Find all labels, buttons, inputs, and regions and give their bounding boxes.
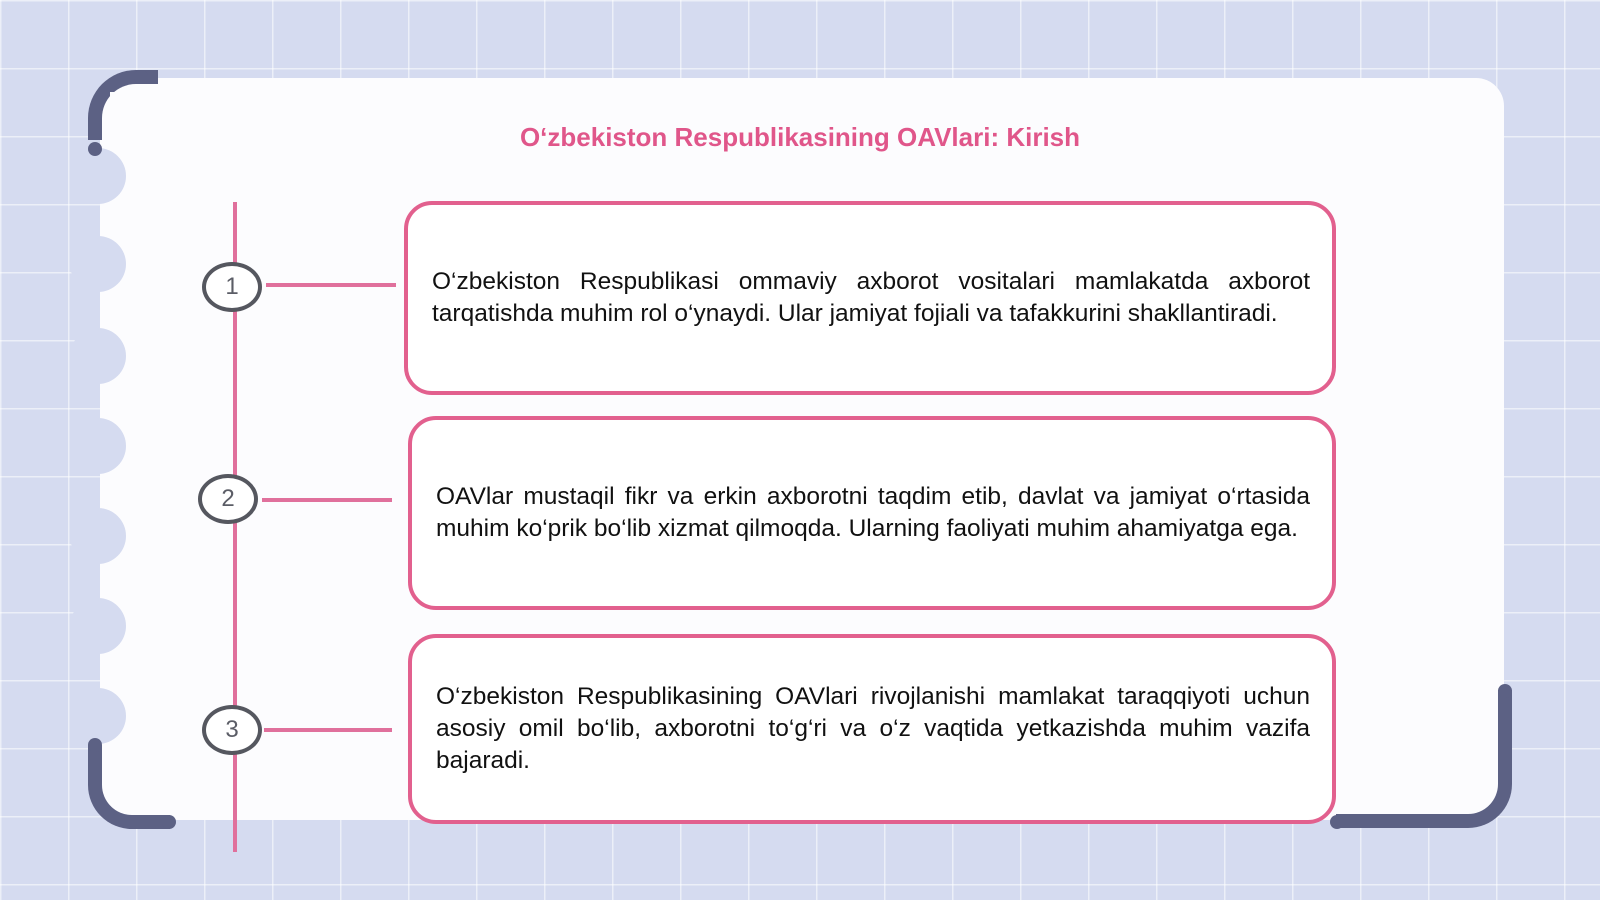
- frame-cap: [1330, 815, 1344, 829]
- scallop-decoration: [70, 418, 126, 474]
- scallop-decoration: [70, 688, 126, 744]
- scallop-decoration: [70, 236, 126, 292]
- info-text-3: O‘zbekiston Respublikasining OAVlari rivojlanishi mamlakat taraqqiyoti uchun asosiy omil bo‘lib, axborotni to‘g‘ri va o‘z vaqtida yetkazishda muhim vazifa bajaradi.: [436, 683, 1310, 774]
- info-text-1: O‘zbekiston Respublikasi ommaviy axborot vositalari mamlakatda axborot tarqatishda muhim rol o‘ynaydi. Ular jamiyat fojiali va tafakkurini shakllantiradi.: [432, 268, 1310, 327]
- frame-cap: [134, 70, 148, 84]
- scallop-decoration: [70, 508, 126, 564]
- info-text-2: OAVlar mustaqil fikr va erkin axborotni taqdim etib, davlat va jamiyat o‘rtasida muhim ko‘prik bo‘lib xizmat qilmoqda. Ularning faoliyati muhim ahamiyatga ega.: [436, 483, 1310, 542]
- frame-cap: [1498, 684, 1512, 698]
- step-number-1: 1: [202, 262, 262, 312]
- slide-title: O‘zbekiston Respublikasining OAVlari: Kirish: [519, 122, 1081, 152]
- step-number-2: 2: [198, 474, 258, 524]
- scallop-decoration: [70, 328, 126, 384]
- info-box-2: [408, 416, 1336, 610]
- frame-cap: [88, 738, 102, 752]
- scallop-decoration: [70, 598, 126, 654]
- timeline-connector: [266, 283, 396, 287]
- scallop-decoration: [70, 148, 126, 204]
- timeline-connector: [262, 498, 392, 502]
- frame-corner-bottom-left: [88, 745, 170, 829]
- info-box-1: [404, 201, 1336, 395]
- frame-corner-bottom-right: [1336, 690, 1512, 828]
- timeline-connector: [264, 728, 392, 732]
- frame-cap: [162, 815, 176, 829]
- info-box-3: [408, 634, 1336, 824]
- step-number-3: 3: [202, 705, 262, 755]
